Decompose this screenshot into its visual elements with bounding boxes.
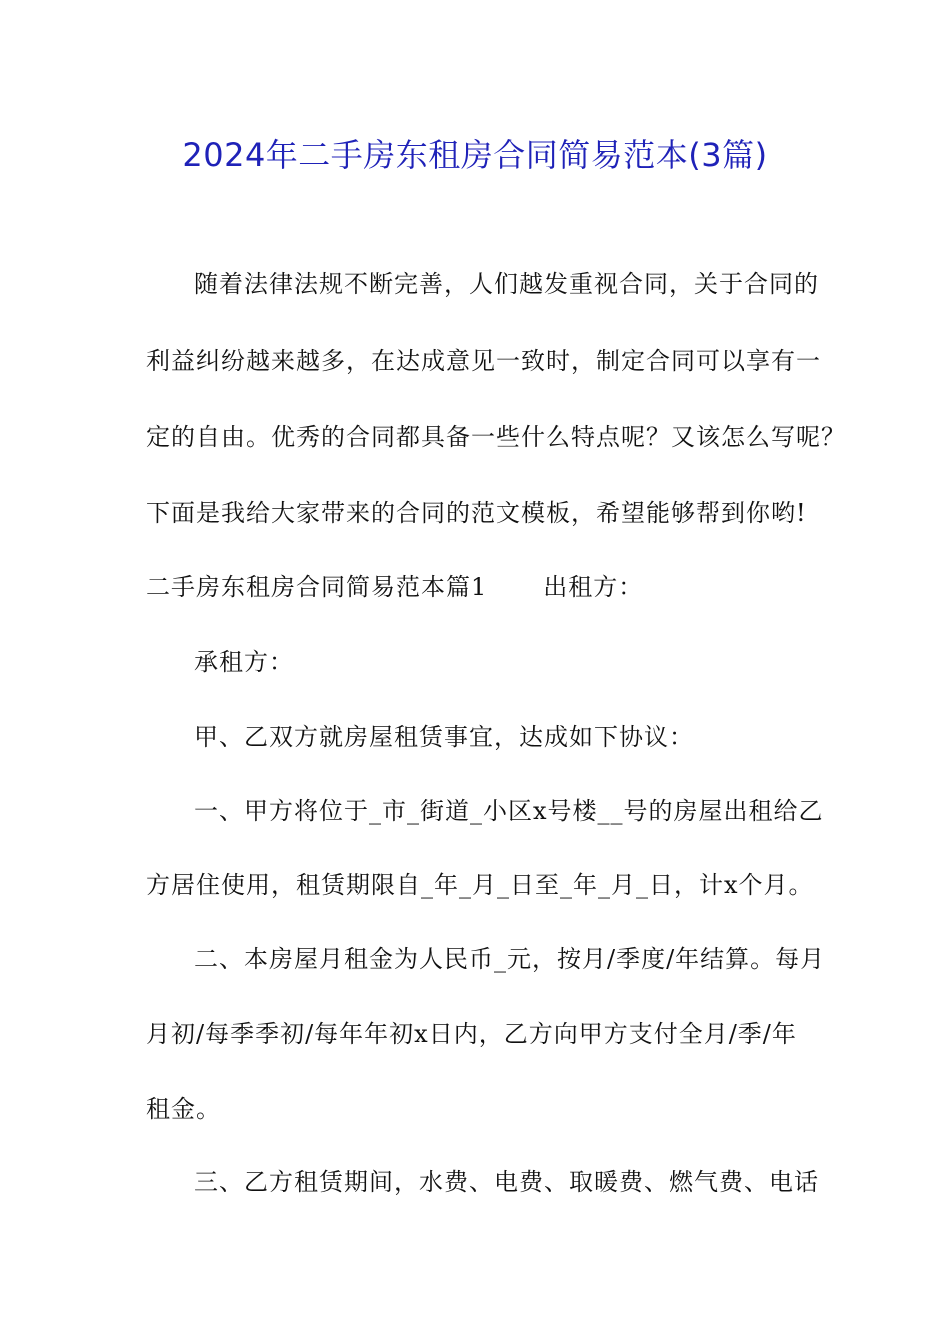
paragraph-line: 定的自由。优秀的合同都具备一些什么特点呢？又该怎么写呢？ (146, 423, 846, 451)
clause-line: 月初/每季季初/每年年初x日内，乙方向甲方支付全月/季/年 (146, 1020, 797, 1048)
paragraph-line: 甲、乙双方就房屋租赁事宜，达成如下协议： (194, 723, 694, 751)
paragraph-line: 利益纠纷越来越多，在达成意见一致时，制定合同可以享有一 (146, 347, 821, 375)
section-heading: 二手房东租房合同简易范本篇1 (146, 573, 488, 601)
section-heading-line (146, 571, 643, 603)
document-title: 2024年二手房东租房合同简易范本(3篇) (182, 136, 768, 174)
paragraph-line: 下面是我给大家带来的合同的范文模板，希望能够帮到你哟! (146, 499, 807, 527)
clause-line: 二、本房屋月租金为人民币_元，按月/季度/年结算。每月 (194, 945, 826, 973)
clause-line: 方居住使用，租赁期限自_年_月_日至_年_月_日，计x个月。 (146, 871, 814, 899)
lessor-label: 出租方： (543, 573, 644, 601)
clause-line: 一、甲方将位于_市_街道_小区x号楼__号的房屋出租给乙 (194, 797, 824, 825)
lessee-label: 承租方： (194, 648, 294, 676)
clause-line: 三、乙方租赁期间，水费、电费、取暖费、燃气费、电话 (194, 1168, 819, 1196)
paragraph-line: 随着法律法规不断完善，人们越发重视合同，关于合同的 (194, 270, 819, 298)
clause-line: 租金。 (146, 1095, 221, 1123)
